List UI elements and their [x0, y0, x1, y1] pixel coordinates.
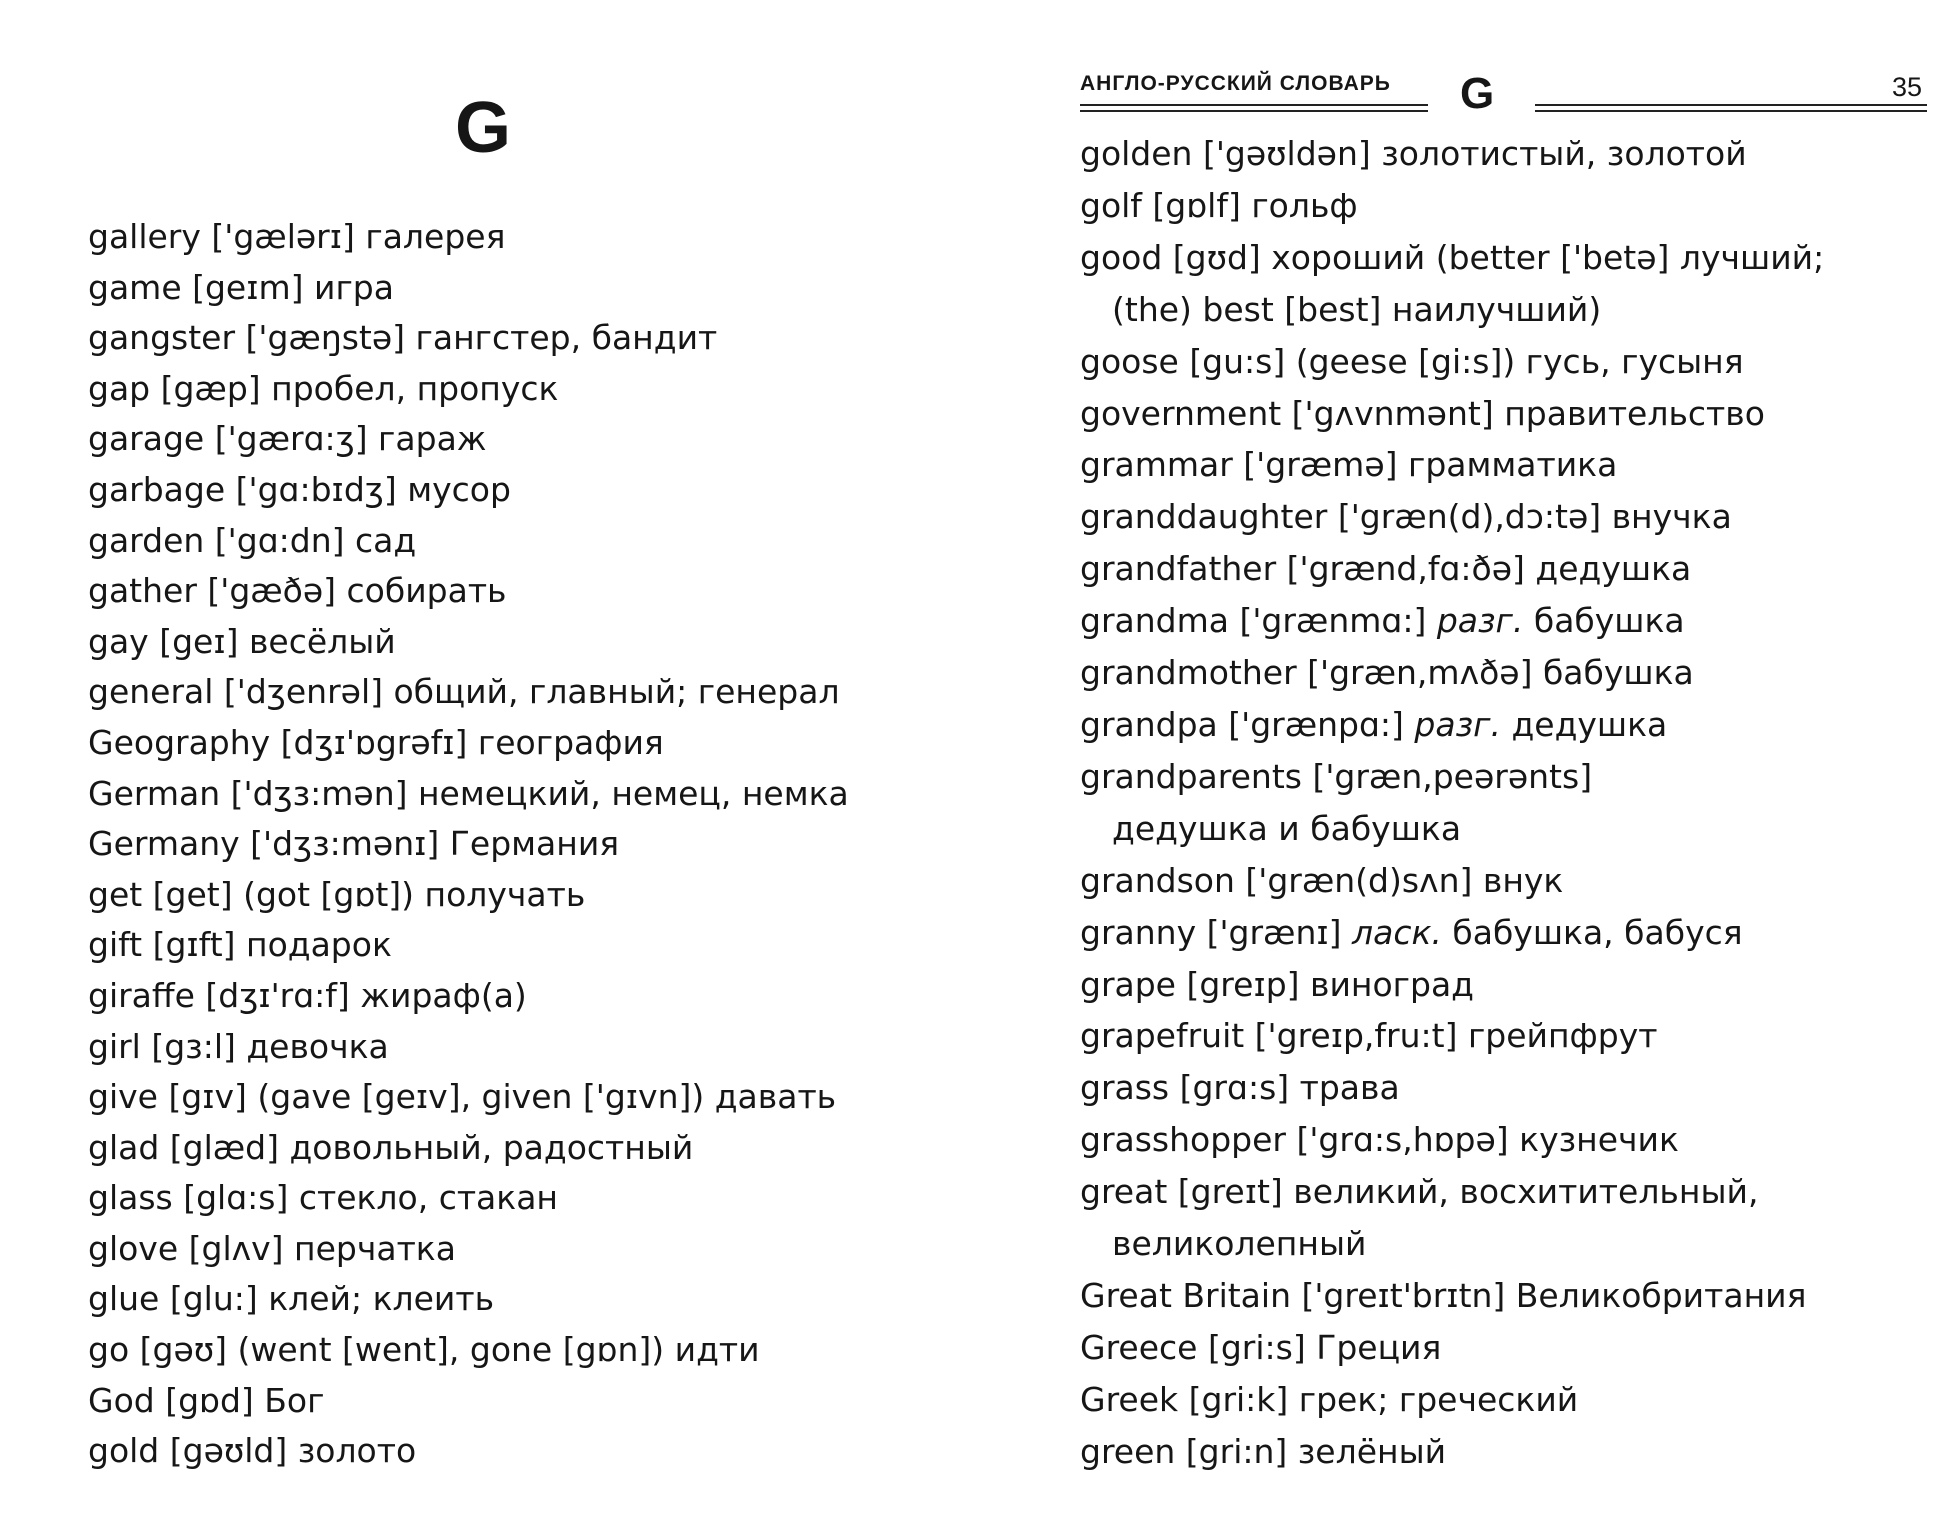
- entry-text: garage ['gærɑ:ʒ] гараж: [88, 419, 487, 459]
- usage-label: ласк.: [1352, 912, 1442, 952]
- entry-text: gap [gæp] пробел, пропуск: [88, 368, 559, 408]
- entry-text: Germany ['dʒɜ:mənɪ] Германия: [88, 824, 620, 864]
- entry-text: grapefruit ['greɪp,fru:t] грейпфрут: [1080, 1016, 1658, 1056]
- entry-text: grandson ['græn(d)sʌn] внук: [1080, 860, 1564, 900]
- usage-label: разг.: [1436, 601, 1524, 641]
- dictionary-entry: [1080, 232, 1824, 284]
- dictionary-entry-continuation: [1080, 1218, 1824, 1270]
- section-letter: G: [455, 88, 512, 168]
- dictionary-entry: [1080, 336, 1824, 388]
- entry-text: gallery ['gælərɪ] галерея: [88, 217, 506, 256]
- dictionary-entry: [88, 212, 849, 263]
- dictionary-entry: [88, 971, 849, 1022]
- dictionary-entry: [1080, 907, 1824, 959]
- entry-text: gangster ['gæŋstə] гангстер, бандит: [88, 318, 718, 358]
- dictionary-entry: [1080, 751, 1824, 803]
- entry-text: Great Britain ['greɪt'brɪtn] Великобритания: [1080, 1275, 1807, 1315]
- entry-text: gold [gəʊld] золото: [88, 1431, 417, 1471]
- entry-text: German ['dʒɜ:mən] немецкий, немец, немка: [88, 773, 849, 813]
- dictionary-entry: [1080, 180, 1824, 232]
- entry-text: grasshopper ['grɑ:s,hɒpə] кузнечик: [1080, 1120, 1679, 1160]
- dictionary-entry: [1080, 699, 1824, 751]
- header-rule: [1535, 104, 1927, 106]
- entry-text: granny ['grænɪ]: [1080, 912, 1352, 952]
- right-entry-list: [1080, 128, 1824, 1478]
- dictionary-entry: [88, 1173, 849, 1224]
- dictionary-entry: [1080, 1270, 1824, 1322]
- dictionary-entry: [88, 1274, 849, 1325]
- dictionary-entry: [88, 1072, 849, 1123]
- entry-text: grammar ['græmə] грамматика: [1080, 445, 1618, 485]
- left-entry-list: [88, 212, 849, 1477]
- entry-text: Greece [gri:s] Греция: [1080, 1327, 1442, 1367]
- entry-text: grandmother ['græn,mʌðə] бабушка: [1080, 653, 1694, 693]
- entry-text: great [greɪt] великий, восхитительный,: [1080, 1172, 1759, 1212]
- header-rule: [1080, 104, 1428, 106]
- entry-text: God [gɒd] Бог: [88, 1380, 325, 1420]
- entry-text: green [gri:n] зелёный: [1080, 1431, 1447, 1471]
- entry-text: gather ['gæðə] собирать: [88, 571, 507, 611]
- dictionary-entry: [88, 364, 849, 415]
- entry-text: бабушка: [1523, 601, 1685, 641]
- entry-text: glad [glæd] довольный, радостный: [88, 1127, 694, 1167]
- entry-text: go [gəʊ] (went [went], gone [gɒn]) идти: [88, 1330, 760, 1370]
- dictionary-entry-continuation: [1080, 284, 1824, 336]
- entry-text: grape [greɪp] виноград: [1080, 964, 1475, 1004]
- dictionary-entry: [88, 1123, 849, 1174]
- dictionary-entry: [1080, 1322, 1824, 1374]
- right-page: [1000, 0, 1940, 1530]
- entry-text: glass [glɑ:s] стекло, стакан: [88, 1178, 559, 1218]
- dictionary-entry: [1080, 1166, 1824, 1218]
- entry-text: grass [grɑ:s] трава: [1080, 1068, 1400, 1108]
- dictionary-entry: [88, 870, 849, 921]
- entry-text: grandma ['grænmɑ:]: [1080, 601, 1437, 641]
- dictionary-entry: [1080, 1374, 1824, 1426]
- header-rule: [1080, 110, 1428, 112]
- dictionary-entry: [88, 1376, 849, 1427]
- dictionary-title: АНГЛО-РУССКИЙ СЛОВАРЬ: [1080, 72, 1391, 95]
- dictionary-entry: [1080, 855, 1824, 907]
- dictionary-entry: [1080, 1426, 1824, 1478]
- entry-text: granddaughter ['græn(d),dɔ:tə] внучка: [1080, 497, 1732, 537]
- entry-text: дедушка: [1500, 704, 1668, 744]
- entry-text: дедушка и бабушка: [1112, 808, 1462, 848]
- entry-text: garbage ['gɑ:bɪdʒ] мусор: [88, 469, 511, 509]
- entry-text: golden ['gəʊldən] золотистый, золотой: [1080, 134, 1747, 173]
- dictionary-entry: [1080, 388, 1824, 440]
- entry-text: get [get] (got [gɒt]) получать: [88, 874, 586, 914]
- left-page: [0, 0, 960, 1530]
- dictionary-entry: [88, 617, 849, 668]
- entry-text: glue [glu:] клей; клеить: [88, 1279, 495, 1319]
- entry-text: великолепный: [1112, 1224, 1367, 1264]
- dictionary-entry: [1080, 439, 1824, 491]
- dictionary-entry: [88, 819, 849, 870]
- entry-text: garden ['gɑ:dn] сад: [88, 520, 417, 560]
- entry-text: Geography [dʒɪ'ɒgrəfɪ] география: [88, 722, 664, 762]
- dictionary-entry: [88, 667, 849, 718]
- dictionary-entry: [88, 1224, 849, 1275]
- dictionary-entry: [88, 566, 849, 617]
- running-header: [1080, 60, 1928, 120]
- header-letter: G: [1460, 69, 1495, 118]
- dictionary-entry: [88, 1426, 849, 1477]
- entry-text: бабушка, бабуся: [1441, 912, 1743, 952]
- dictionary-entry: [1080, 1114, 1824, 1166]
- entry-text: gay [geɪ] весёлый: [88, 621, 396, 661]
- dictionary-entry: [88, 414, 849, 465]
- usage-label: разг.: [1414, 704, 1501, 744]
- dictionary-entry: [88, 920, 849, 971]
- dictionary-entry: [88, 263, 849, 314]
- dictionary-entry: [1080, 647, 1824, 699]
- dictionary-entry: [1080, 595, 1824, 647]
- dictionary-entry: [88, 465, 849, 516]
- entry-text: grandfather ['grænd,fɑ:ðə] дедушка: [1080, 549, 1692, 589]
- dictionary-entry: [1080, 543, 1824, 595]
- entry-text: gift [gɪft] подарок: [88, 925, 392, 965]
- entry-text: good [gʊd] хороший (better ['betə] лучший;: [1080, 237, 1825, 277]
- entry-text: grandpa ['grænpɑ:]: [1080, 704, 1415, 744]
- dictionary-entry: [1080, 128, 1824, 180]
- dictionary-entry: [1080, 1062, 1824, 1114]
- entry-text: Greek [gri:k] грек; греческий: [1080, 1379, 1579, 1419]
- entry-text: goose [gu:s] (geese [gi:s]) гусь, гусыня: [1080, 341, 1744, 381]
- dictionary-entry: [88, 1325, 849, 1376]
- dictionary-entry: [88, 769, 849, 820]
- dictionary-entry: [1080, 1010, 1824, 1062]
- entry-text: government ['gʌvnmənt] правительство: [1080, 393, 1765, 433]
- dictionary-entry-continuation: [1080, 803, 1824, 855]
- dictionary-entry: [88, 313, 849, 364]
- entry-text: general ['dʒenrəl] общий, главный; генерал: [88, 672, 840, 712]
- entry-text: (the) best [best] наилучший): [1112, 289, 1602, 329]
- dictionary-entry: [88, 718, 849, 769]
- entry-text: grandparents ['græn,peərənts]: [1080, 756, 1593, 796]
- entry-text: give [gɪv] (gave [geɪv], given ['gɪvn]) давать: [88, 1077, 837, 1117]
- dictionary-entry: [88, 516, 849, 567]
- entry-text: game [geɪm] игра: [88, 267, 394, 307]
- dictionary-entry: [88, 1022, 849, 1073]
- entry-text: glove [glʌv] перчатка: [88, 1228, 456, 1268]
- entry-text: golf [gɒlf] гольф: [1080, 185, 1358, 225]
- entry-text: giraffe [dʒɪ'rɑ:f] жираф(а): [88, 975, 527, 1015]
- dictionary-entry: [1080, 959, 1824, 1011]
- page-number: 35: [1891, 72, 1922, 102]
- entry-text: girl [gɜ:l] девочка: [88, 1026, 389, 1066]
- header-rule: [1535, 110, 1927, 112]
- dictionary-entry: [1080, 491, 1824, 543]
